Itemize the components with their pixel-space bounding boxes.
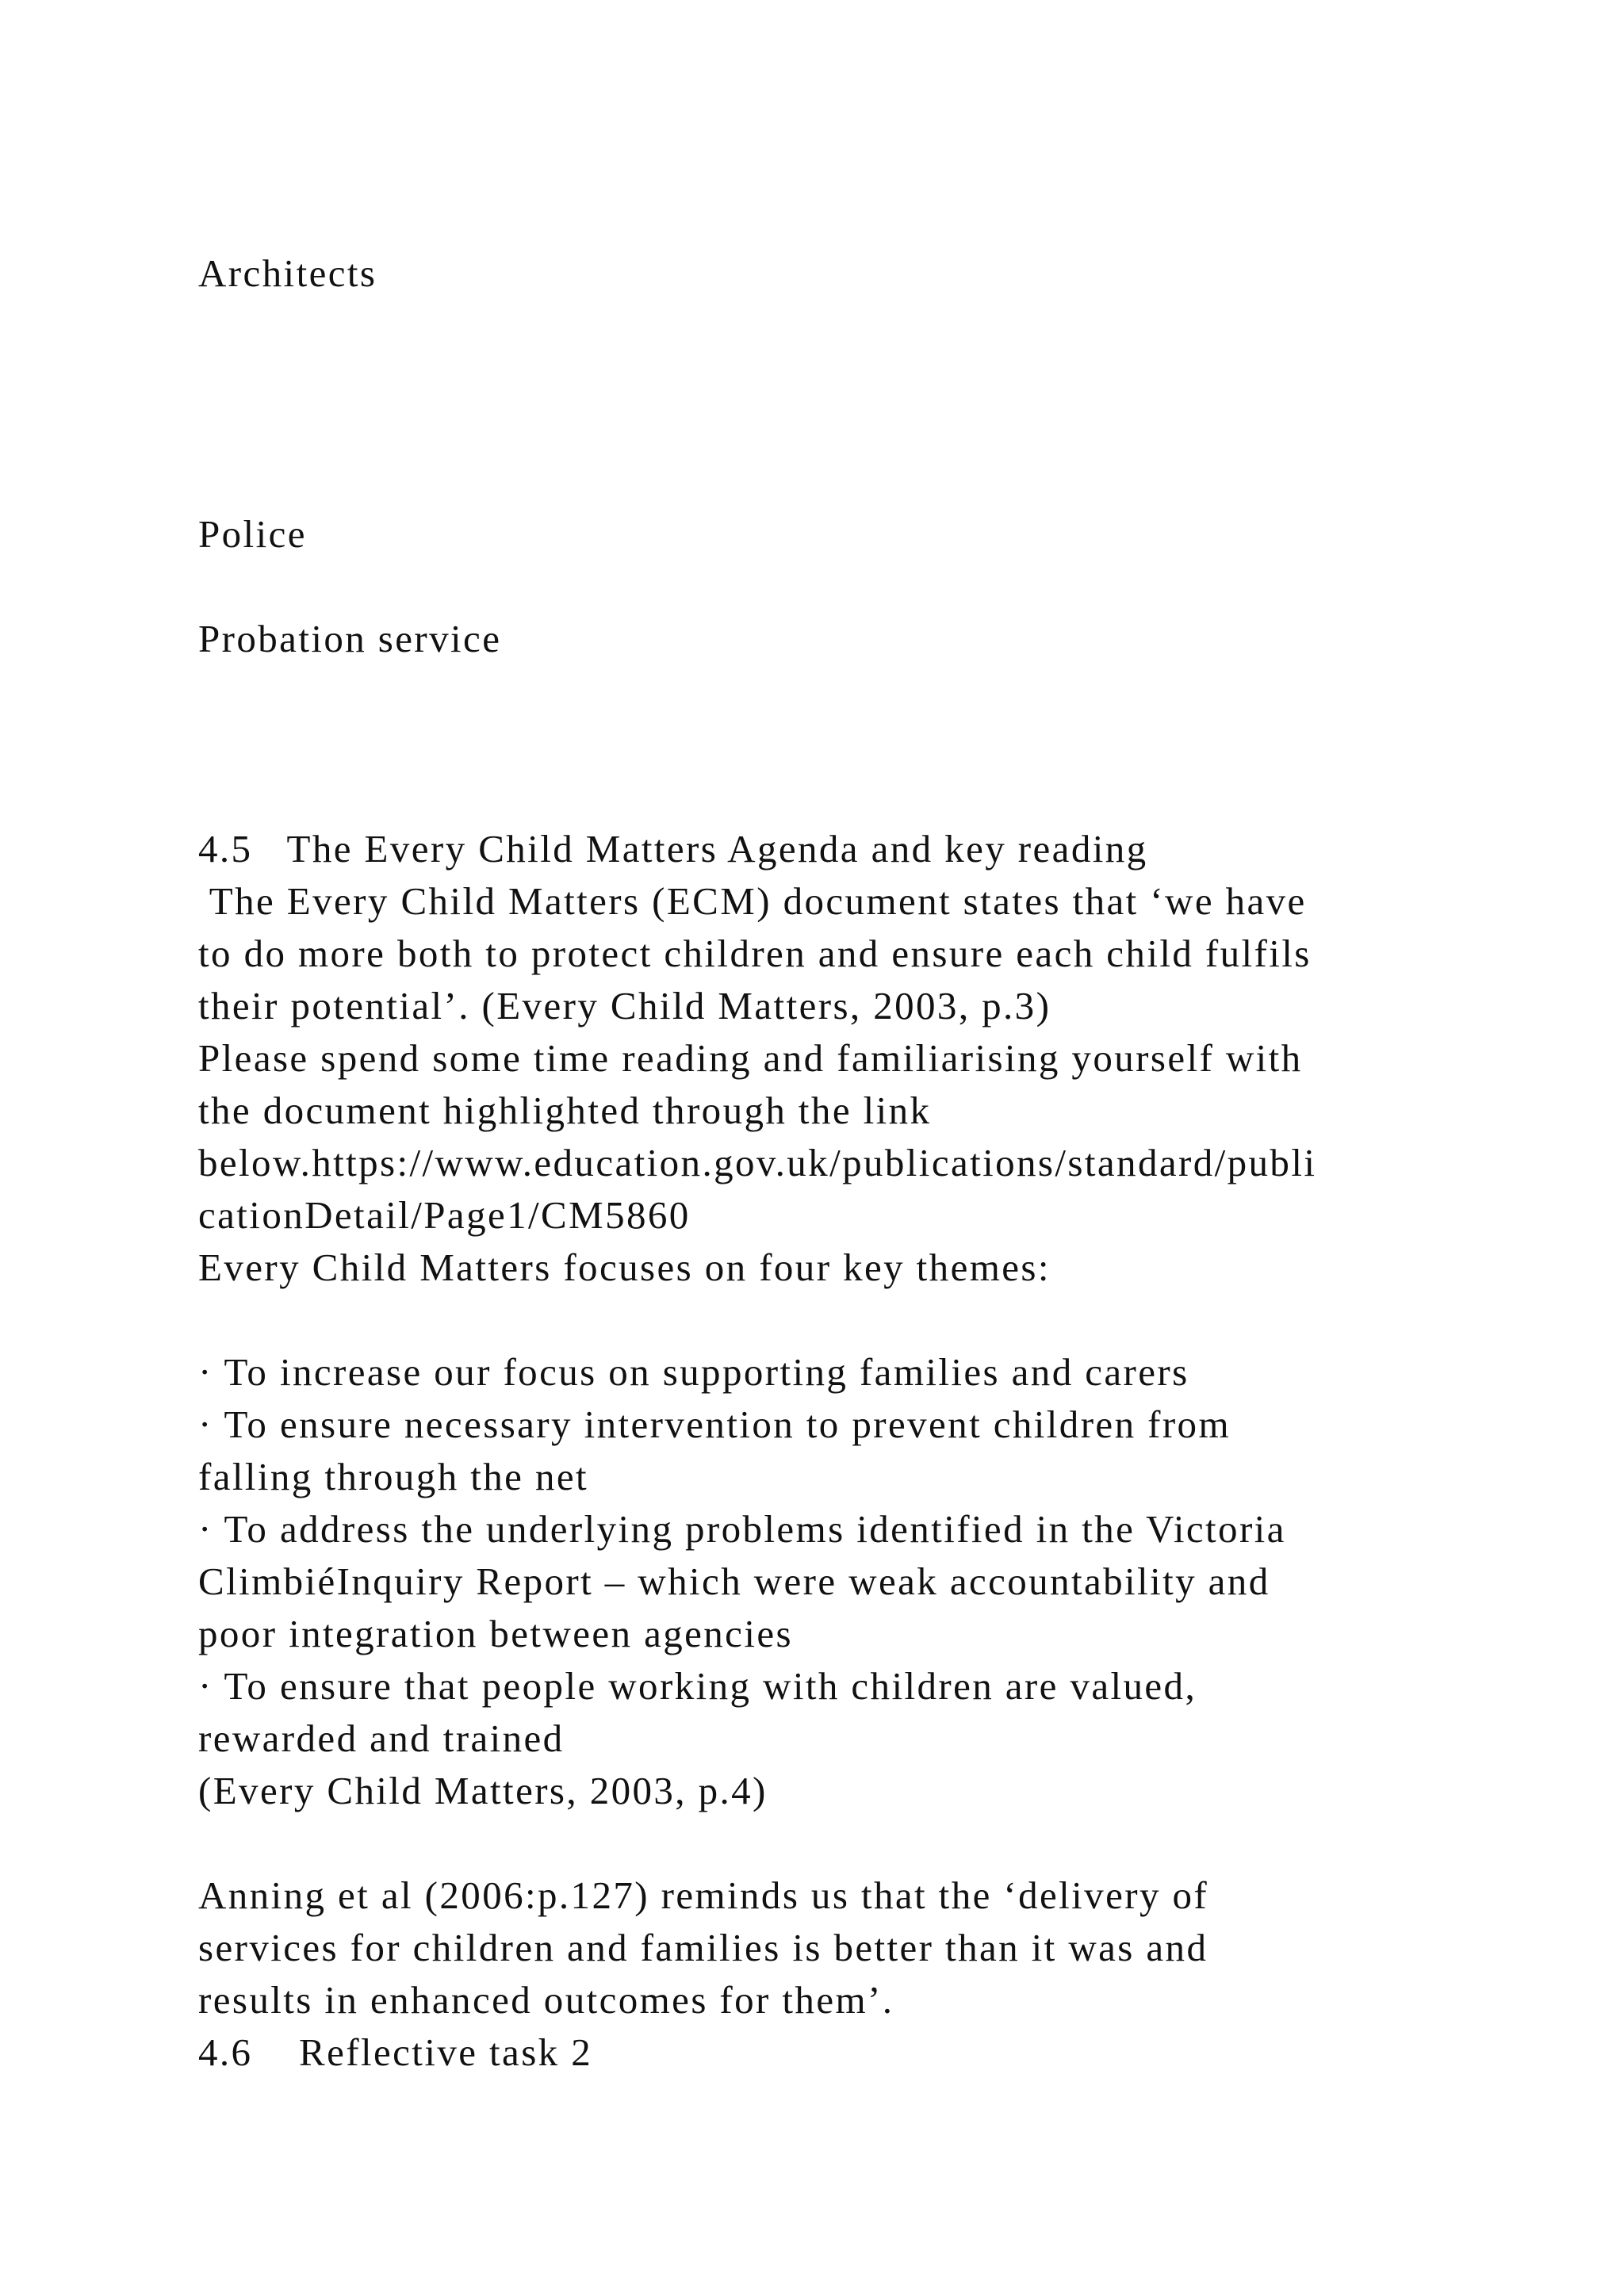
section-heading-4-5: 4.5 The Every Child Matters Agenda and key reading	[198, 827, 1148, 871]
bullet-item-continuation: rewarded and trained	[198, 1716, 565, 1760]
bullet-item: · To ensure that people working with children are valued,	[198, 1664, 1197, 1708]
link-text-line: below.https://www.education.gov.uk/publications/standard/publi	[198, 1141, 1317, 1184]
body-line: Anning et al (2006:p.127) reminds us that the ‘delivery of	[198, 1873, 1209, 1917]
body-line: Every Child Matters focuses on four key themes:	[198, 1246, 1051, 1289]
body-line: Please spend some time reading and familiarising yourself with	[198, 1036, 1303, 1080]
text-line-police: Police	[198, 512, 307, 556]
body-line: to do more both to protect children and ensure each child fulfils	[198, 932, 1312, 975]
bullet-item: · To address the underlying problems identified in the Victoria	[198, 1507, 1286, 1551]
link-text-line: cationDetail/Page1/CM5860	[198, 1193, 691, 1237]
bullet-item: · To increase our focus on supporting families and carers	[198, 1350, 1189, 1394]
body-line: the document highlighted through the link	[198, 1089, 932, 1132]
body-line: The Every Child Matters (ECM) document states that ‘we have	[198, 879, 1307, 923]
body-line: results in enhanced outcomes for them’.	[198, 1978, 894, 2022]
bullet-item-continuation: poor integration between agencies	[198, 1612, 793, 1655]
body-line: services for children and families is better than it was and	[198, 1926, 1208, 1969]
citation-line: (Every Child Matters, 2003, p.4)	[198, 1769, 768, 1812]
bullet-item-continuation: ClimbiéInquiry Report – which were weak accountability and	[198, 1559, 1270, 1603]
bullet-item-continuation: falling through the net	[198, 1455, 589, 1498]
section-heading-4-6: 4.6 Reflective task 2	[198, 2030, 593, 2074]
text-line-probation: Probation service	[198, 617, 502, 660]
text-line-architects: Architects	[198, 251, 377, 295]
body-line: their potential’. (Every Child Matters, 2003, p.3)	[198, 984, 1051, 1027]
bullet-item: · To ensure necessary intervention to prevent children from	[198, 1402, 1231, 1446]
